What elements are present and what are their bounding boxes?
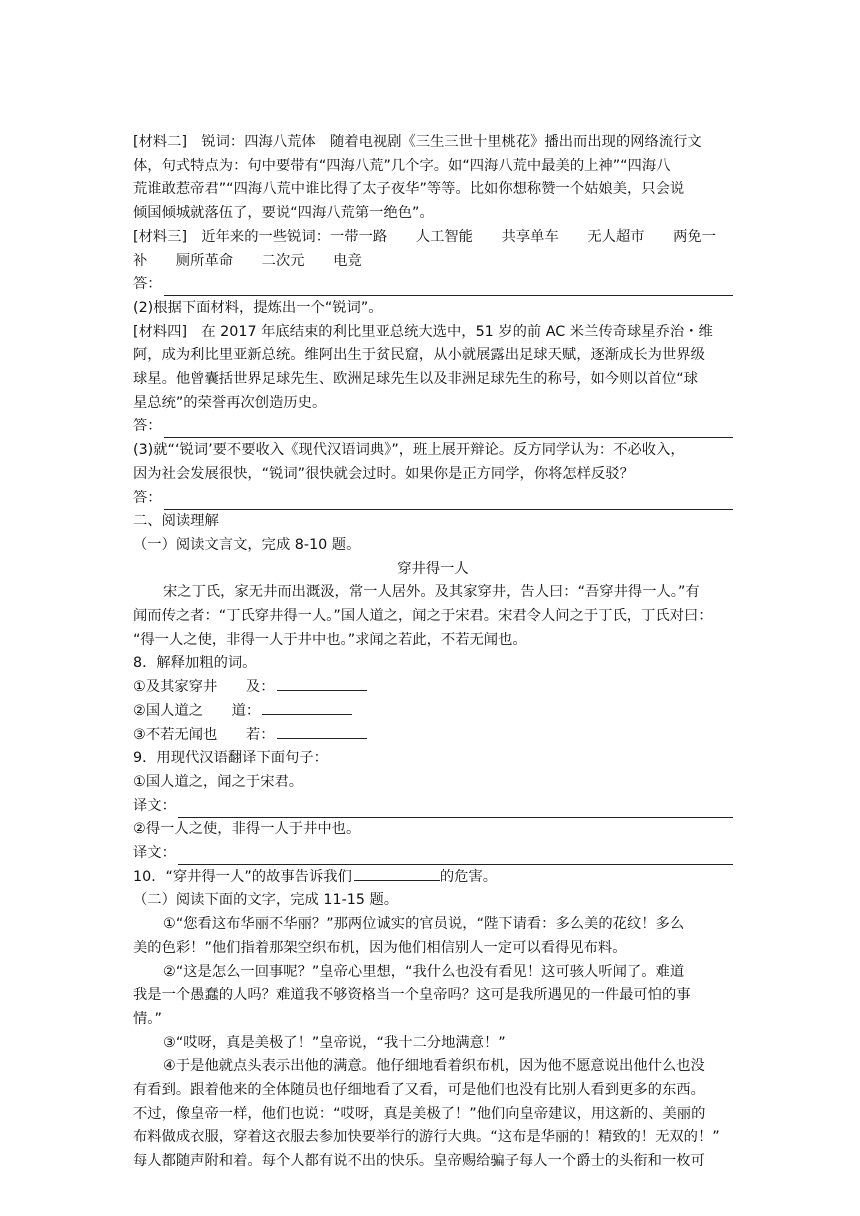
fill-blank-item [133, 699, 733, 723]
text-line: [材料四] 在 2017 年底结束的利比里亚总统大选中，51 岁的前 AC 米兰传奇球星乔治・维 [133, 323, 713, 340]
text-line: ③“哎呀，真是美极了！”皇帝说，“我十二分地满意！” [163, 1034, 506, 1051]
text-line: 有看到。跟着他来的全体随员也仔细地看了又看，可是他们也没有比别人看到更多的东西。 [133, 1082, 705, 1098]
answer-line [133, 414, 733, 438]
text-line: 星总统”的荣誉再次创造历史。 [133, 394, 327, 411]
text-line: 阿，成为利比里亚新总统。维阿出生于贫民窟，从小就展露出足球天赋，逐渐成长为世界级 [133, 347, 705, 364]
text-line: 宋之丁氏，家无井而出溉汲，常一人居外。及其家穿井，告人曰：“吾穿井得一人。”有 [163, 584, 700, 601]
answer-label: 答： [133, 418, 162, 435]
answer-label: 译文： [133, 797, 176, 814]
text-line: ①“您看这布华丽不华丽？”那两位诚实的官员说，“陛下请看：多么美的花纹！多么 [163, 916, 685, 933]
text-line: （二）阅读下面的文字，完成 11-15 题。 [133, 892, 399, 909]
item-text: ①及其家穿井 及： [133, 679, 275, 696]
text-line: 二、阅读理解 [133, 513, 219, 530]
text-line: ②“这是怎么一回事呢？”皇帝心里想，“我什么也没有看见！这可骇人听闻了。难道 [163, 963, 685, 980]
text-line: 闻而传之者：“丁氏穿井得一人。”国人道之，闻之于宋君。宋君令人问之于丁氏，丁氏对曰： [133, 608, 713, 624]
text-line: 我是一个愚蠢的人吗？难道我不够资格当一个皇帝吗？这可是我所遇见的一件最可怕的事 [133, 987, 691, 1004]
question-text: 的危害。 [439, 868, 498, 885]
text-line: 9．用现代汉语翻译下面句子： [133, 750, 328, 767]
item-text: ②国人道之 道： [133, 702, 261, 719]
answer-blank[interactable] [164, 421, 733, 438]
text-line: 8．解释加粗的词。 [133, 655, 257, 672]
text-line: （一）阅读文言文，完成 8-10 题。 [133, 536, 361, 553]
text-line: 球星。他曾囊括世界足球先生、欧洲足球先生以及非洲足球先生的称号，如今则以首位“球 [133, 371, 698, 387]
answer-blank[interactable] [277, 723, 367, 739]
text-line: 每人都随声附和着。每个人都有说不出的快乐。皇帝赐给骗子每人一个爵士的头衔和一枚可 [133, 1153, 705, 1170]
text-line: ①国人道之，闻之于宋君。 [133, 773, 304, 790]
text-line: 美的色彩！”他们指着那架空织布机，因为他们相信别人一定可以看得见布料。 [133, 939, 627, 956]
text-line: 布料做成衣服，穿着这衣服去参加快要举行的游行大典。“这布是华丽的！精致的！无双的！” [133, 1129, 720, 1146]
question-line [133, 865, 733, 889]
text-line: ④于是他就点头表示出他的满意。他仔细地看着织布机，因为他不愿意说出他什么也没 [163, 1058, 705, 1075]
answer-line [133, 272, 733, 296]
answer-blank[interactable] [277, 675, 367, 691]
item-text: ③不若无闻也 若： [133, 726, 275, 743]
text-line: 因为社会发展很快，“锐词”很快就会过时。如果你是正方同学，你将怎样反驳？ [133, 465, 634, 482]
text-line: 补 厕所革命 二次元 电竞 [133, 252, 362, 269]
answer-label: 答： [133, 489, 162, 506]
text-line: “得一人之使，非得一人于井中也。”求闻之若此，不若无闻也。 [133, 631, 527, 648]
text-line: (2)根据下面材料，提炼出一个“锐词”。 [133, 299, 383, 316]
text-line: ②得一人之使，非得一人于井中也。 [133, 821, 361, 838]
fill-blank-item [133, 723, 733, 747]
answer-label: 答： [133, 276, 162, 293]
answer-blank[interactable] [164, 279, 733, 296]
answer-blank[interactable] [262, 699, 352, 715]
passage-title: 穿井得一人 [397, 560, 469, 577]
answer-blank[interactable] [164, 493, 733, 510]
answer-line [133, 486, 733, 510]
answer-label: 译文： [133, 845, 176, 861]
text-line: [材料二] 锐词：四海八荒体 随着电视剧《三生三世十里桃花》播出而出现的网络流行文 [133, 134, 702, 150]
question-text: 10．“穿井得一人”的故事告诉我们 [133, 868, 352, 885]
text-line: 情。” [133, 1010, 162, 1027]
answer-line [133, 841, 733, 865]
answer-blank[interactable] [178, 801, 733, 818]
answer-line [133, 794, 733, 818]
answer-blank[interactable] [178, 848, 733, 865]
text-line: 荒谁敢惹帝君”“四海八荒中谁比得了太子夜华”等等。比如你想称赞一个姑娘美，只会说 [133, 181, 685, 198]
text-line: 体，句式特点为：句中要带有“四海八荒”几个字。如“四海八荒中最美的上神”“四海八 [133, 157, 671, 174]
text-line: 不过，像皇帝一样，他们也说：“哎呀，真是美极了！”他们向皇帝建议，用这新的、美丽的 [133, 1105, 706, 1122]
answer-blank[interactable] [354, 865, 440, 881]
fill-blank-item [133, 675, 733, 699]
text-line: [材料三] 近年来的一些锐词：一带一路 人工智能 共享单车 无人超市 两免一 [133, 228, 717, 245]
text-line: (3)就“‘锐词’要不要收入《现代汉语词典》”，班上展开辩论。反方同学认为：不必收入， [133, 442, 685, 459]
text-line: 倾国倾城就落伍了，要说“四海八荒第一绝色”。 [133, 205, 434, 222]
